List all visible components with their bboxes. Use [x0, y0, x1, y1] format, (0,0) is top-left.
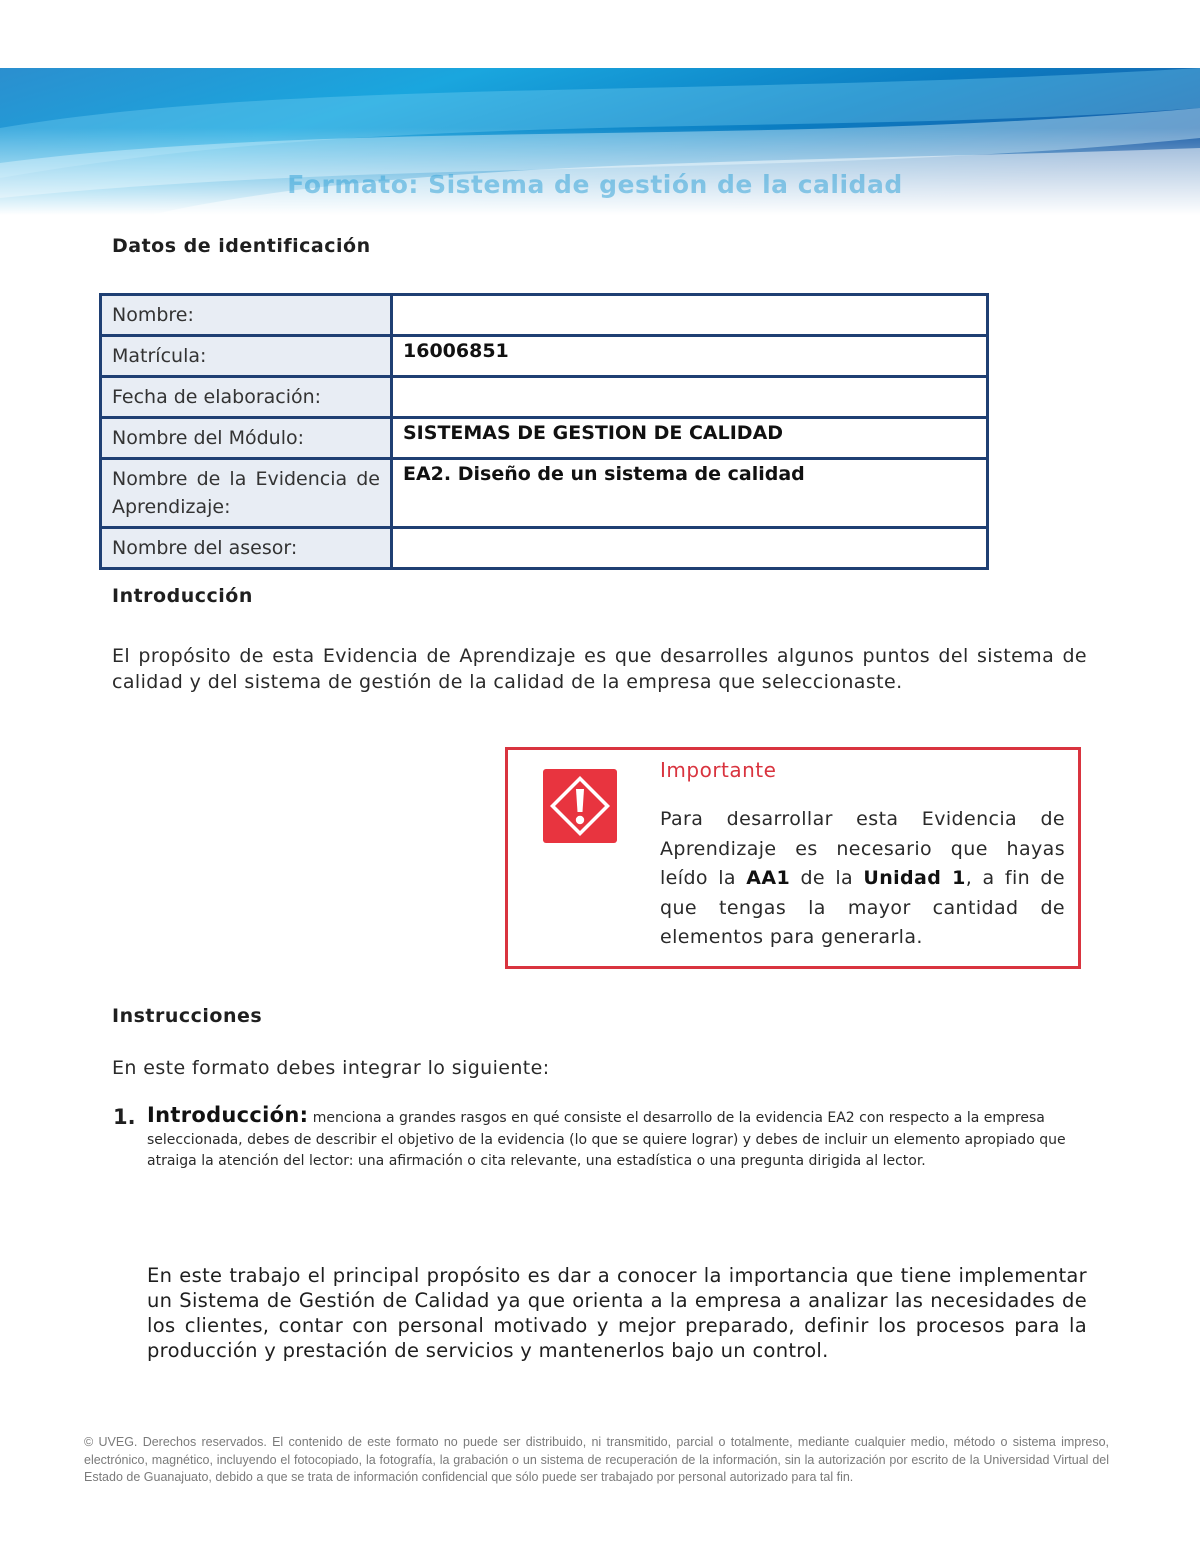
- list-item-title: Introducción:: [147, 1103, 309, 1127]
- row-label-asesor: Nombre del asesor:: [101, 528, 392, 569]
- row-label-nombre: Nombre:: [101, 295, 392, 336]
- answer-text[interactable]: En este trabajo el principal propósito es dar a conocer la importancia que tiene implementar un Sistema de Gestión de Calidad ya que orienta a la empresa a analizar las necesidades de los clientes, contar con personal motivado y mejor preparado, definir los procesos para la producción y prestación de servicios y mantenerlos bajo un control.: [147, 1264, 1087, 1362]
- table-row: [101, 418, 988, 459]
- important-title: Importante: [660, 758, 777, 782]
- row-value-fecha[interactable]: [392, 377, 988, 418]
- warning-icon: [543, 769, 617, 843]
- row-value-evidencia[interactable]: EA2. Diseño de un sistema de calidad: [392, 459, 988, 528]
- footer-copyright: © UVEG. Derechos reservados. El contenido de este formato no puede ser distribuido, ni transmitido, parcial o totalmente, mediante cualquier medio, método o sistema impreso, electrónico, magnético, incluyendo el fotocopiado, la fotografía, la grabación o un sistema de recuperación de la información, sin la autorización por escrito de la Universidad Virtual del Estado de Guanajuato, debido a que se trata de información confidencial que sólo puede ser trabajado por personal autorizado para tal fin.: [84, 1435, 1109, 1484]
- list-item: [147, 1105, 1087, 1173]
- row-label-evidencia: Nombre de la Evidencia de Aprendizaje:: [101, 459, 392, 528]
- instructions-heading: Instrucciones: [112, 1005, 263, 1027]
- table-row: [101, 528, 988, 569]
- table-row: [101, 336, 988, 377]
- row-value-nombre[interactable]: [392, 295, 988, 336]
- important-text: [660, 805, 1065, 953]
- important-text-part: Para desarrollar esta Evidencia de Aprendizaje es necesario que hayas leído la: [660, 808, 1065, 889]
- identification-table: [99, 293, 989, 570]
- list-item-number: 1.: [113, 1105, 136, 1129]
- important-aa1: AA1: [746, 867, 791, 889]
- table-row: [101, 377, 988, 418]
- important-box: [505, 747, 1081, 969]
- important-unit: Unidad 1: [863, 867, 966, 889]
- table-row: [101, 459, 988, 528]
- identification-heading: Datos de identificación: [112, 235, 371, 257]
- introduction-text: El propósito de esta Evidencia de Aprendizaje es que desarrolles algunos puntos del sistema de calidad y del sistema de gestión de la calidad de la empresa que seleccionaste.: [112, 645, 1087, 693]
- introduction-heading: Introducción: [112, 585, 253, 607]
- row-value-matricula[interactable]: 16006851: [392, 336, 988, 377]
- instructions-lead: En este formato debes integrar lo siguiente:: [112, 1057, 550, 1079]
- list-item-text: menciona a grandes rasgos en qué consiste el desarrollo de la evidencia EA2 con respecto a la empresa seleccionada, debes de describir el objetivo de la evidencia (lo que se quiere lograr) y debes de incluir un elemento apropiado que atraiga la atención del lector: una afirmación o cita relevante, una estadística o una pregunta dirigida al lector.: [147, 1110, 1066, 1169]
- table-row: [101, 295, 988, 336]
- row-value-asesor[interactable]: [392, 528, 988, 569]
- important-text-part: , a fin de que tengas la mayor cantidad de elementos para generarla.: [660, 867, 1065, 948]
- row-label-matricula: Matrícula:: [101, 336, 392, 377]
- row-value-modulo[interactable]: SISTEMAS DE GESTION DE CALIDAD: [392, 418, 988, 459]
- row-label-fecha: Fecha de elaboración:: [101, 377, 392, 418]
- document-title: Formato: Sistema de gestión de la calidad: [287, 170, 903, 199]
- row-label-modulo: Nombre del Módulo:: [101, 418, 392, 459]
- important-text-part: de la: [790, 867, 864, 889]
